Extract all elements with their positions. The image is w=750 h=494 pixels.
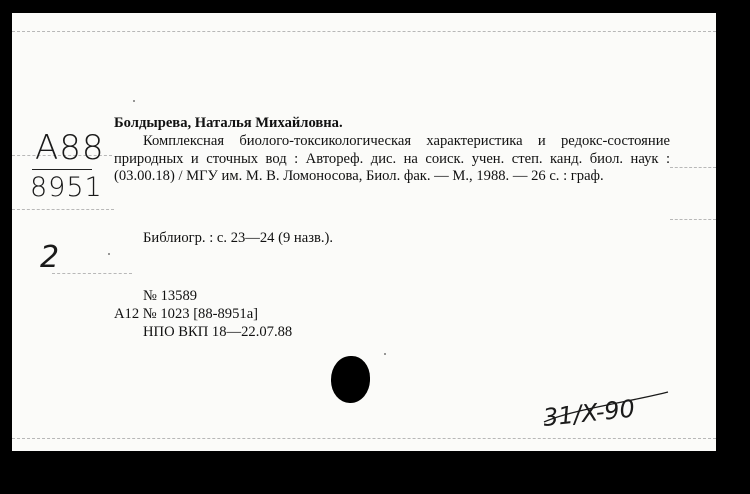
ruled-line [12, 31, 716, 32]
author-heading: Болдырева, Наталья Михайловна. [114, 115, 343, 131]
ink-blot [331, 356, 370, 403]
ruled-line [670, 219, 716, 220]
handwritten-mark: 2 [40, 240, 61, 275]
ruled-line [12, 209, 114, 210]
call-number-line-1: А88 [35, 128, 105, 168]
bibliography-note: Библиогр. : с. 23—24 (9 назв.). [143, 230, 334, 246]
dust-speck [384, 353, 386, 355]
date-stamp [532, 378, 672, 438]
dust-speck [133, 100, 135, 102]
record-number: № 13589 [143, 288, 198, 304]
ruled-line [12, 438, 716, 439]
bibliographic-description: Комплексная биолого-токсикологическая характеристика и редокс-состояние природных и сточных вод : Автореф. дис. на соиск. учен. степ. канд. биол. наук : (03.00.18) / МГУ им. М. В. Ломоносова, Биол. фак. — М., 1988. — 26 с. : граф. [114, 133, 670, 185]
catalog-card [12, 13, 716, 451]
call-number-underline [32, 169, 92, 170]
call-number-line-2: 8951 [30, 172, 103, 203]
npo-line: НПО ВКП 18—22.07.88 [143, 324, 293, 340]
stamp-date-text: 31/X-90 [541, 394, 637, 432]
code-line: А12 № 1023 [88-8951а] [114, 306, 259, 322]
ruled-line [52, 273, 132, 274]
dust-speck [108, 253, 110, 255]
ruled-line [670, 167, 716, 168]
